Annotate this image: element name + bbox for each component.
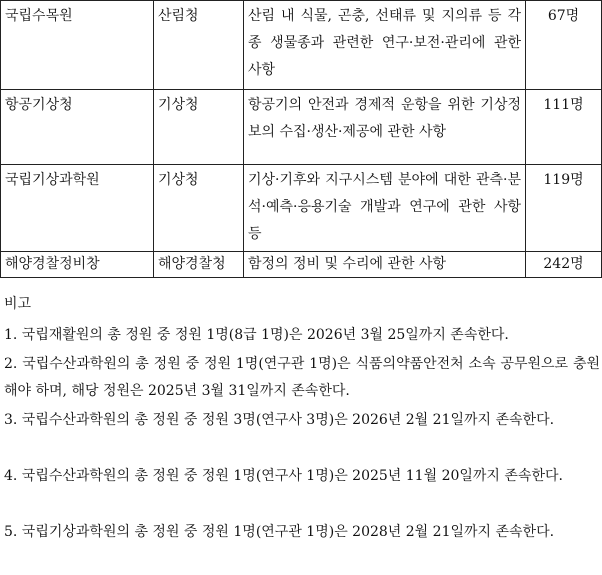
institution-name: 항공기상청 [1, 90, 154, 165]
remark-item: 2. 국립수산과학원의 총 정원 중 정원 1명(연구관 1명)은 식품의약품안전처 소속 공무원으로 충원해야 하며, 해당 정원은 2025년 3월 31일까지 존속한다. [4, 356, 600, 399]
ministry-name: 산림청 [154, 1, 244, 90]
table-row [1, 165, 602, 252]
institution-table [0, 0, 602, 278]
staff-count: 242명 [526, 252, 602, 278]
staff-count: 67명 [526, 1, 602, 90]
remark-item: 1. 국립재활원의 총 정원 중 정원 1명(8급 1명)은 2026년 3월 25일까지 존속한다. [4, 327, 509, 343]
duties-text: 산림 내 식물, 곤충, 선태류 및 지의류 등 각종 생물종과 관련한 연구·보전·관리에 관한 사항 [244, 1, 526, 90]
remark-item: 5. 국립기상과학원의 총 정원 중 정원 1명(연구관 1명)은 2028년 2월 21일까지 존속한다. [4, 524, 555, 540]
duties-text: 함정의 정비 및 수리에 관한 사항 [244, 252, 526, 278]
table-row [1, 1, 602, 90]
ministry-name: 기상청 [154, 165, 244, 252]
institution-name: 해양경찰정비창 [1, 252, 154, 278]
table-row [1, 90, 602, 165]
institution-name: 국립기상과학원 [1, 165, 154, 252]
duties-text: 기상·기후와 지구시스템 분야에 대한 관측·분석·예측·응용기술 개발과 연구에 관한 사항 등 [244, 165, 526, 252]
ministry-name: 해양경찰청 [154, 252, 244, 278]
ministry-name: 기상청 [154, 90, 244, 165]
remark-item: 3. 국립수산과학원의 총 정원 중 정원 3명(연구사 3명)은 2026년 2월 21일까지 존속한다. [4, 412, 555, 428]
duties-text: 항공기의 안전과 경제적 운항을 위한 기상정보의 수집·생산·제공에 관한 사항 [244, 90, 526, 165]
table-row [1, 252, 602, 278]
institution-name: 국립수목원 [1, 1, 154, 90]
remarks-title: 비고 [4, 296, 32, 312]
remark-item: 4. 국립수산과학원의 총 정원 중 정원 1명(연구사 1명)은 2025년 11월 20일까지 존속한다. [4, 468, 563, 484]
staff-count: 119명 [526, 165, 602, 252]
staff-count: 111명 [526, 90, 602, 165]
